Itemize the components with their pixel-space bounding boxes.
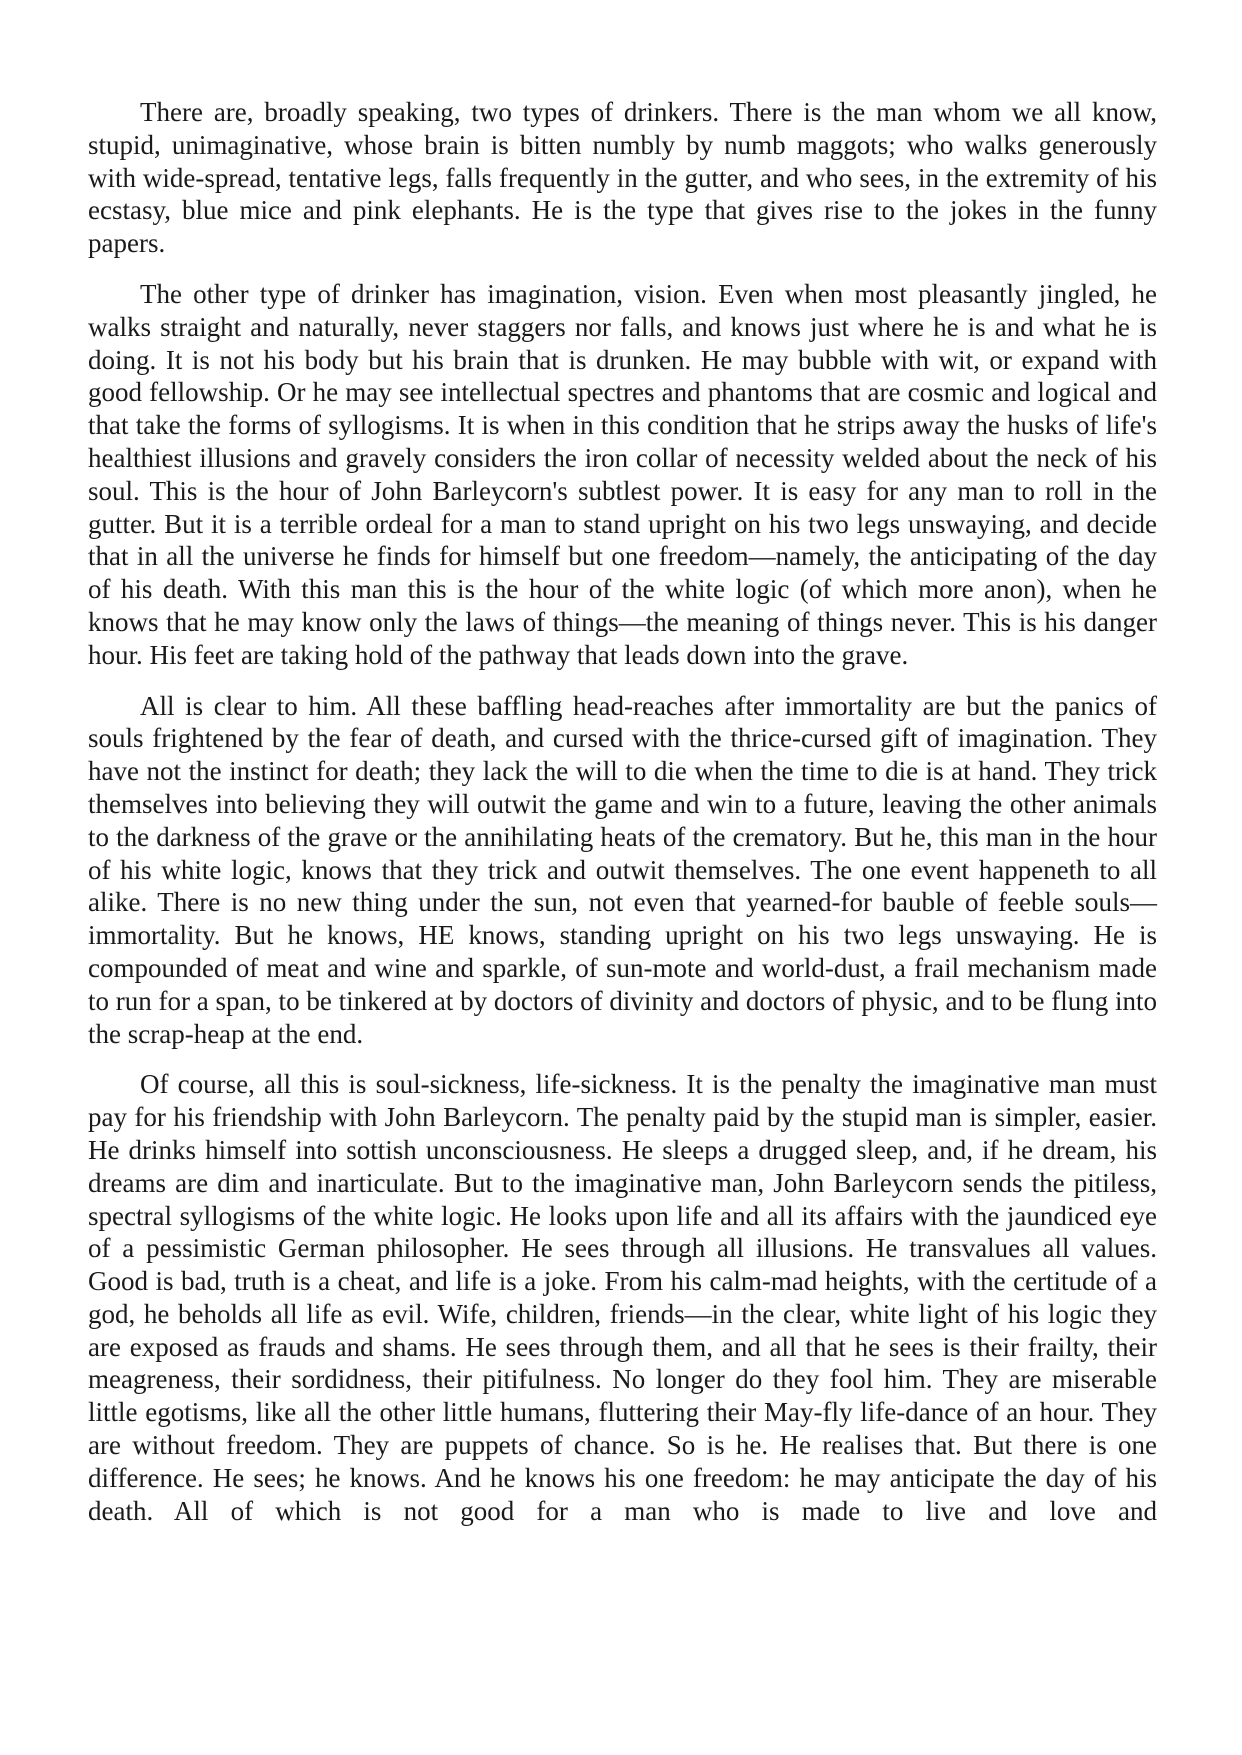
document-page [88, 96, 1157, 1527]
paragraph-two-types-of-drinkers: There are, broadly speaking, two types of drinkers. There is the man whom we all know, stupid, unimaginative, whose brain is bitten numbly by numb maggots; who walks generously with wide-spread, tentative legs, falls frequently in the gutter, and who sees, in the extremity of his ecstasy, blue mice and pink elephants. He is the type that gives rise to the jokes in the funny papers. [88, 97, 1157, 259]
paragraph-imaginative-drinker: The other type of drinker has imagination, vision. Even when most pleasantly jingled, he walks straight and naturally, never staggers nor falls, and knows just where he is and what he is doing. It is not his body but his brain that is drunken. He may bubble with wit, or expand with good fellowship. Or he may see intellectual spectres and phantoms that are cosmic and logical and that take the forms of syllogisms. It is when in this condition that he strips away the husks of life's healthiest illusions and gravely considers the iron collar of necessity welded about the neck of his soul. This is the hour of John Barleycorn's subtlest power. It is easy for any man to roll in the gutter. But it is a terrible ordeal for a man to stand upright on his two legs unswaying, and decide that in all the universe he finds for himself but one freedom—namely, the anticipating of the day of his death. With this man this is the hour of the white logic (of which more anon), when he knows that he may know only the laws of things—the meaning of things never. This is his danger hour. His feet are taking hold of the pathway that leads down into the grave. [88, 278, 1157, 670]
paragraph-all-is-clear: All is clear to him. All these baffling head-reaches after immortality are but the panics of souls frightened by the fear of death, and cursed with the thrice-cursed gift of imagination. They have not the instinct for death; they lack the will to die when the time to die is at hand. They trick themselves into believing they will outwit the game and win to a future, leaving the other animals to the darkness of the grave or the annihilating heats of the crematory. But he, this man in the hour of his white logic, knows that they trick and outwit themselves. The one event happeneth to all alike. There is no new thing under the sun, not even that yearned-for bauble of feeble souls—immortality. But he knows, HE knows, standing upright on his two legs unswaying. He is compounded of meat and wine and sparkle, of sun-mote and world-dust, a frail mechanism made to run for a span, to be tinkered at by doctors of divinity and doctors of physic, and to be flung into the scrap-heap at the end. [88, 690, 1157, 1049]
paragraph-soul-sickness: Of course, all this is soul-sickness, life-sickness. It is the penalty the imaginative man must pay for his friendship with John Barleycorn. The penalty paid by the stupid man is simpler, easier. He drinks himself into sottish unconsciousness. He sleeps a drugged sleep, and, if he dream, his dreams are dim and inarticulate. But to the imaginative man, John Barleycorn sends the pitiless, spectral syllogisms of the white logic. He looks upon life and all its affairs with the jaundiced eye of a pessimistic German philosopher. He sees through all illusions. He transvalues all values. Good is bad, truth is a cheat, and life is a joke. From his calm-mad heights, with the certitude of a god, he beholds all life as evil. Wife, children, friends—in the clear, white light of his logic they are exposed as frauds and shams. He sees through them, and all that he sees is their frailty, their meagreness, their sordidness, their pitifulness. No longer do they fool him. They are miserable little egotisms, like all the other little humans, fluttering their May-fly life-dance of an hour. They are without freedom. They are puppets of chance. So is he. He realises that. But there is one difference. He sees; he knows. And he knows his one freedom: he may anticipate the day of his death. All of which is not good for a man who is made to live and love and [88, 1069, 1157, 1526]
